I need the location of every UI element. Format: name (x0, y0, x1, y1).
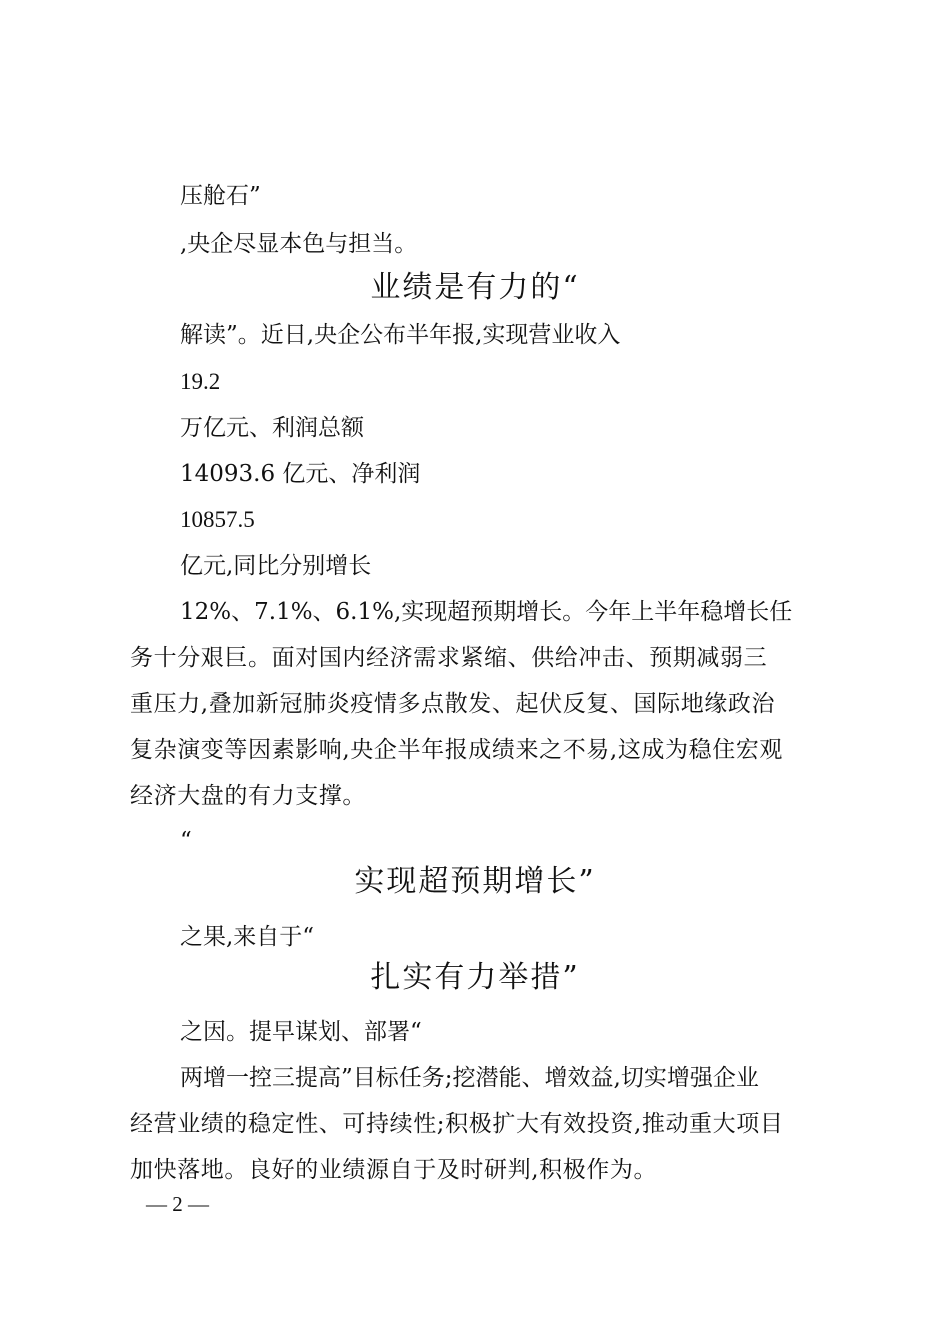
text-line: 亿元,同比分别增长 (180, 553, 372, 579)
paragraph-first-line: 12%、7.1%、6.1%,实现超预期增长。今年上半年稳增长任 (180, 599, 793, 625)
text-line: 万亿元、利润总额 (180, 415, 364, 441)
section-heading: 业绩是有力的“ (370, 270, 580, 305)
quote-mark: “ (180, 828, 192, 854)
page-number: — 2 — (146, 1192, 209, 1216)
paragraph-line: 加快落地。良好的业绩源自于及时研判,积极作为。 (130, 1157, 658, 1183)
paragraph-first-line: 两增一控三提高”目标任务;挖潜能、增效益,切实增强企业 (180, 1065, 759, 1091)
text-line: ,央企尽显本色与担当。 (180, 231, 418, 257)
text-line: 压舱石” (180, 183, 261, 209)
paragraph-line: 经济大盘的有力支撑。 (130, 783, 366, 809)
text-line: 解读”。近日,央企公布半年报,实现营业收入 (180, 322, 621, 348)
text-line: 之因。提早谋划、部署“ (180, 1019, 422, 1045)
text-line: 19.2 (180, 369, 221, 394)
paragraph-line: 复杂演变等因素影响,央企半年报成绩来之不易,这成为稳住宏观 (130, 737, 784, 763)
text-line: 10857.5 (180, 507, 255, 532)
paragraph-line: 经营业绩的稳定性、可持续性;积极扩大有效投资,推动重大项目 (130, 1111, 784, 1137)
paragraph-line: 重压力,叠加新冠肺炎疫情多点散发、起伏反复、国际地缘政治 (130, 691, 776, 717)
section-heading: 实现超预期增长” (354, 864, 596, 899)
text-line: 14093.6 亿元、净利润 (180, 461, 421, 487)
text-line: 之果,来自于“ (180, 924, 315, 950)
paragraph-line: 务十分艰巨。面对国内经济需求紧缩、供给冲击、预期减弱三 (130, 645, 768, 671)
section-heading: 扎实有力举措” (370, 960, 580, 995)
